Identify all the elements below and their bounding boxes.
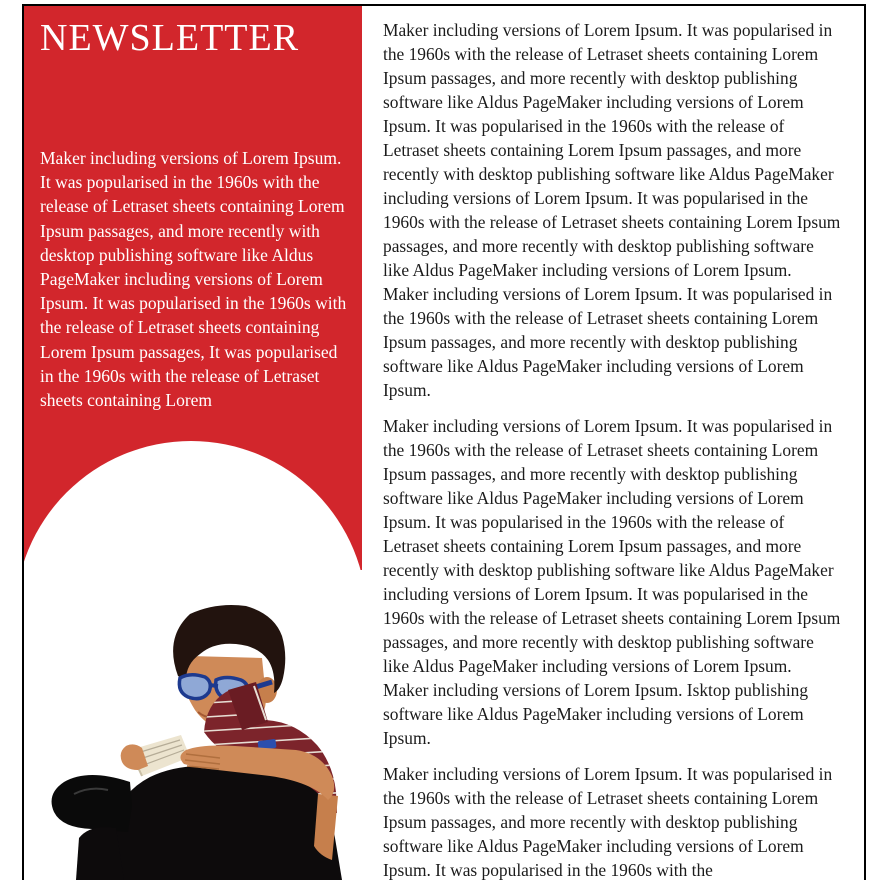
boy-reading-photo	[30, 598, 350, 880]
sidebar-paragraph: Maker including versions of Lorem Ipsum. It was popularised in the 1960s with the release of Letraset sheets containing Lorem Ipsum passages, and more recently with desktop publishing software like Aldus PageMaker including versions of Lorem Ipsum. It was popularised in the 1960s with the release of Letraset sheets containing Lorem Ipsum passages, It was popularised in the 1960s with the release of Letraset sheets containing Lorem	[40, 148, 347, 411]
page-border-right	[864, 4, 866, 880]
main-text-column	[383, 18, 841, 880]
body-paragraph-2: Maker including versions of Lorem Ipsum. It was popularised in the 1960s with the release of Letraset sheets containing Lorem Ipsum passages, and more recently with desktop publishing software like Aldus PageMaker including versions of Lorem Ipsum. It was popularised in the 1960s with the release of Letraset sheets containing Lorem Ipsum passages, and more recently with desktop publishing software like Aldus PageMaker including versions of Lorem Ipsum. It was popularised in the 1960s with the release of Letraset sheets containing Lorem Ipsum passages, and more recently with desktop publishing software like Aldus PageMaker including versions of Lorem Ipsum. Maker including versions of Lorem Ipsum. Isktop publishing software like Aldus PageMaker including versions of Lorem Ipsum.	[383, 416, 841, 748]
body-paragraph-1: Maker including versions of Lorem Ipsum. It was popularised in the 1960s with the release of Letraset sheets containing Lorem Ipsum passages, and more recently with desktop publishing software like Aldus PageMaker including versions of Lorem Ipsum. It was popularised in the 1960s with the release of Letraset sheets containing Lorem Ipsum passages, and more recently with desktop publishing software like Aldus PageMaker including versions of Lorem Ipsum. It was popularised in the 1960s with the release of Letraset sheets containing Lorem Ipsum passages, and more recently with desktop publishing software like Aldus PageMaker including versions of Lorem Ipsum. Maker including versions of Lorem Ipsum. It was popularised in the 1960s with the release of Letraset sheets containing Lorem Ipsum passages, and more recently with desktop publishing software like Aldus PageMaker including versions of Lorem Ipsum.	[383, 20, 841, 400]
page-border-top	[22, 4, 866, 6]
newsletter-title: NEWSLETTER	[40, 17, 300, 59]
body-paragraph-3: Maker including versions of Lorem Ipsum. It was popularised in the 1960s with the release of Letraset sheets containing Lorem Ipsum passages, and more recently with desktop publishing software like Aldus PageMaker including versions of Lorem Ipsum. It was popularised in the 1960s with the	[383, 764, 833, 880]
boy-leg	[76, 827, 124, 880]
page-border-left	[22, 4, 24, 880]
boy-shoe	[52, 775, 132, 832]
